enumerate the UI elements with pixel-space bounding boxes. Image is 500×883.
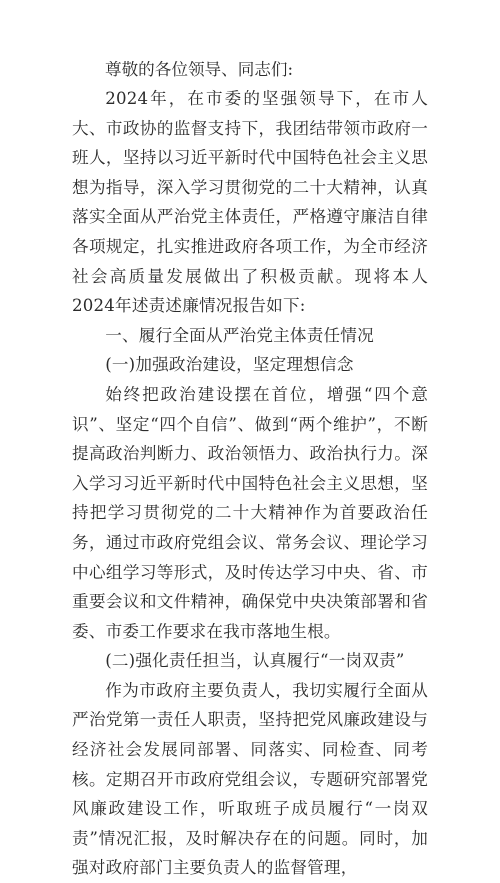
subsection-heading-1: (一)加强政治建设，坚定理想信念 (105, 355, 354, 375)
intro-paragraph: 2024年，在市委的坚强领导下，在市人大、市政协的监督支持下，我团结带领市政府一班人，坚持以习近平新时代中国特色社会主义思想为指导，深入学习贯彻党的二十大精神，认真落实全面从严治党主体责任，严格遵守廉洁自律各项规定，扎实推进政府各项工作，为全市经济社会高质量发展做出了积极贡献。现将本人2024年述责述廉情况报告如下: (72, 89, 428, 316)
document-body (72, 84, 428, 883)
subsection-heading-2: (二)强化责任担当，认真履行“一岗双责” (105, 651, 405, 671)
salutation: 尊敬的各位领导、同志们: (105, 60, 294, 79)
subsection-paragraph-1: 始终把政治建设摆在首位，增强“四个意识”、坚定“四个自信”、做到“两个维护”，不断提高政治判断力、政治领悟力、政治执行力。深入学习习近平新时代中国特色社会主义思想，坚持把学习贯彻党的二十大精神作为首要政治任务，通过市政府党组会议、常务会议、理论学习中心组学习等形式，及时传达学习中央、省、市重要会议和文件精神，确保党中央决策部署和省委、市委工作要求在我市落地生根。 (72, 384, 428, 641)
subsection-paragraph-2: 作为市政府主要负责人，我切实履行全面从严治党第一责任人职责，坚持把党风廉政建设与经济社会发展同部署、同落实、同检查、同考核。定期召开市政府党组会议，专题研究部署党风廉政建设工作，听取班子成员履行“一岗双责”情况汇报，及时解决存在的问题。同时，加强对政府部门主要负责人的监督管理， (72, 680, 428, 878)
section-heading: 一、履行全面从严治党主体责任情况 (105, 325, 374, 345)
